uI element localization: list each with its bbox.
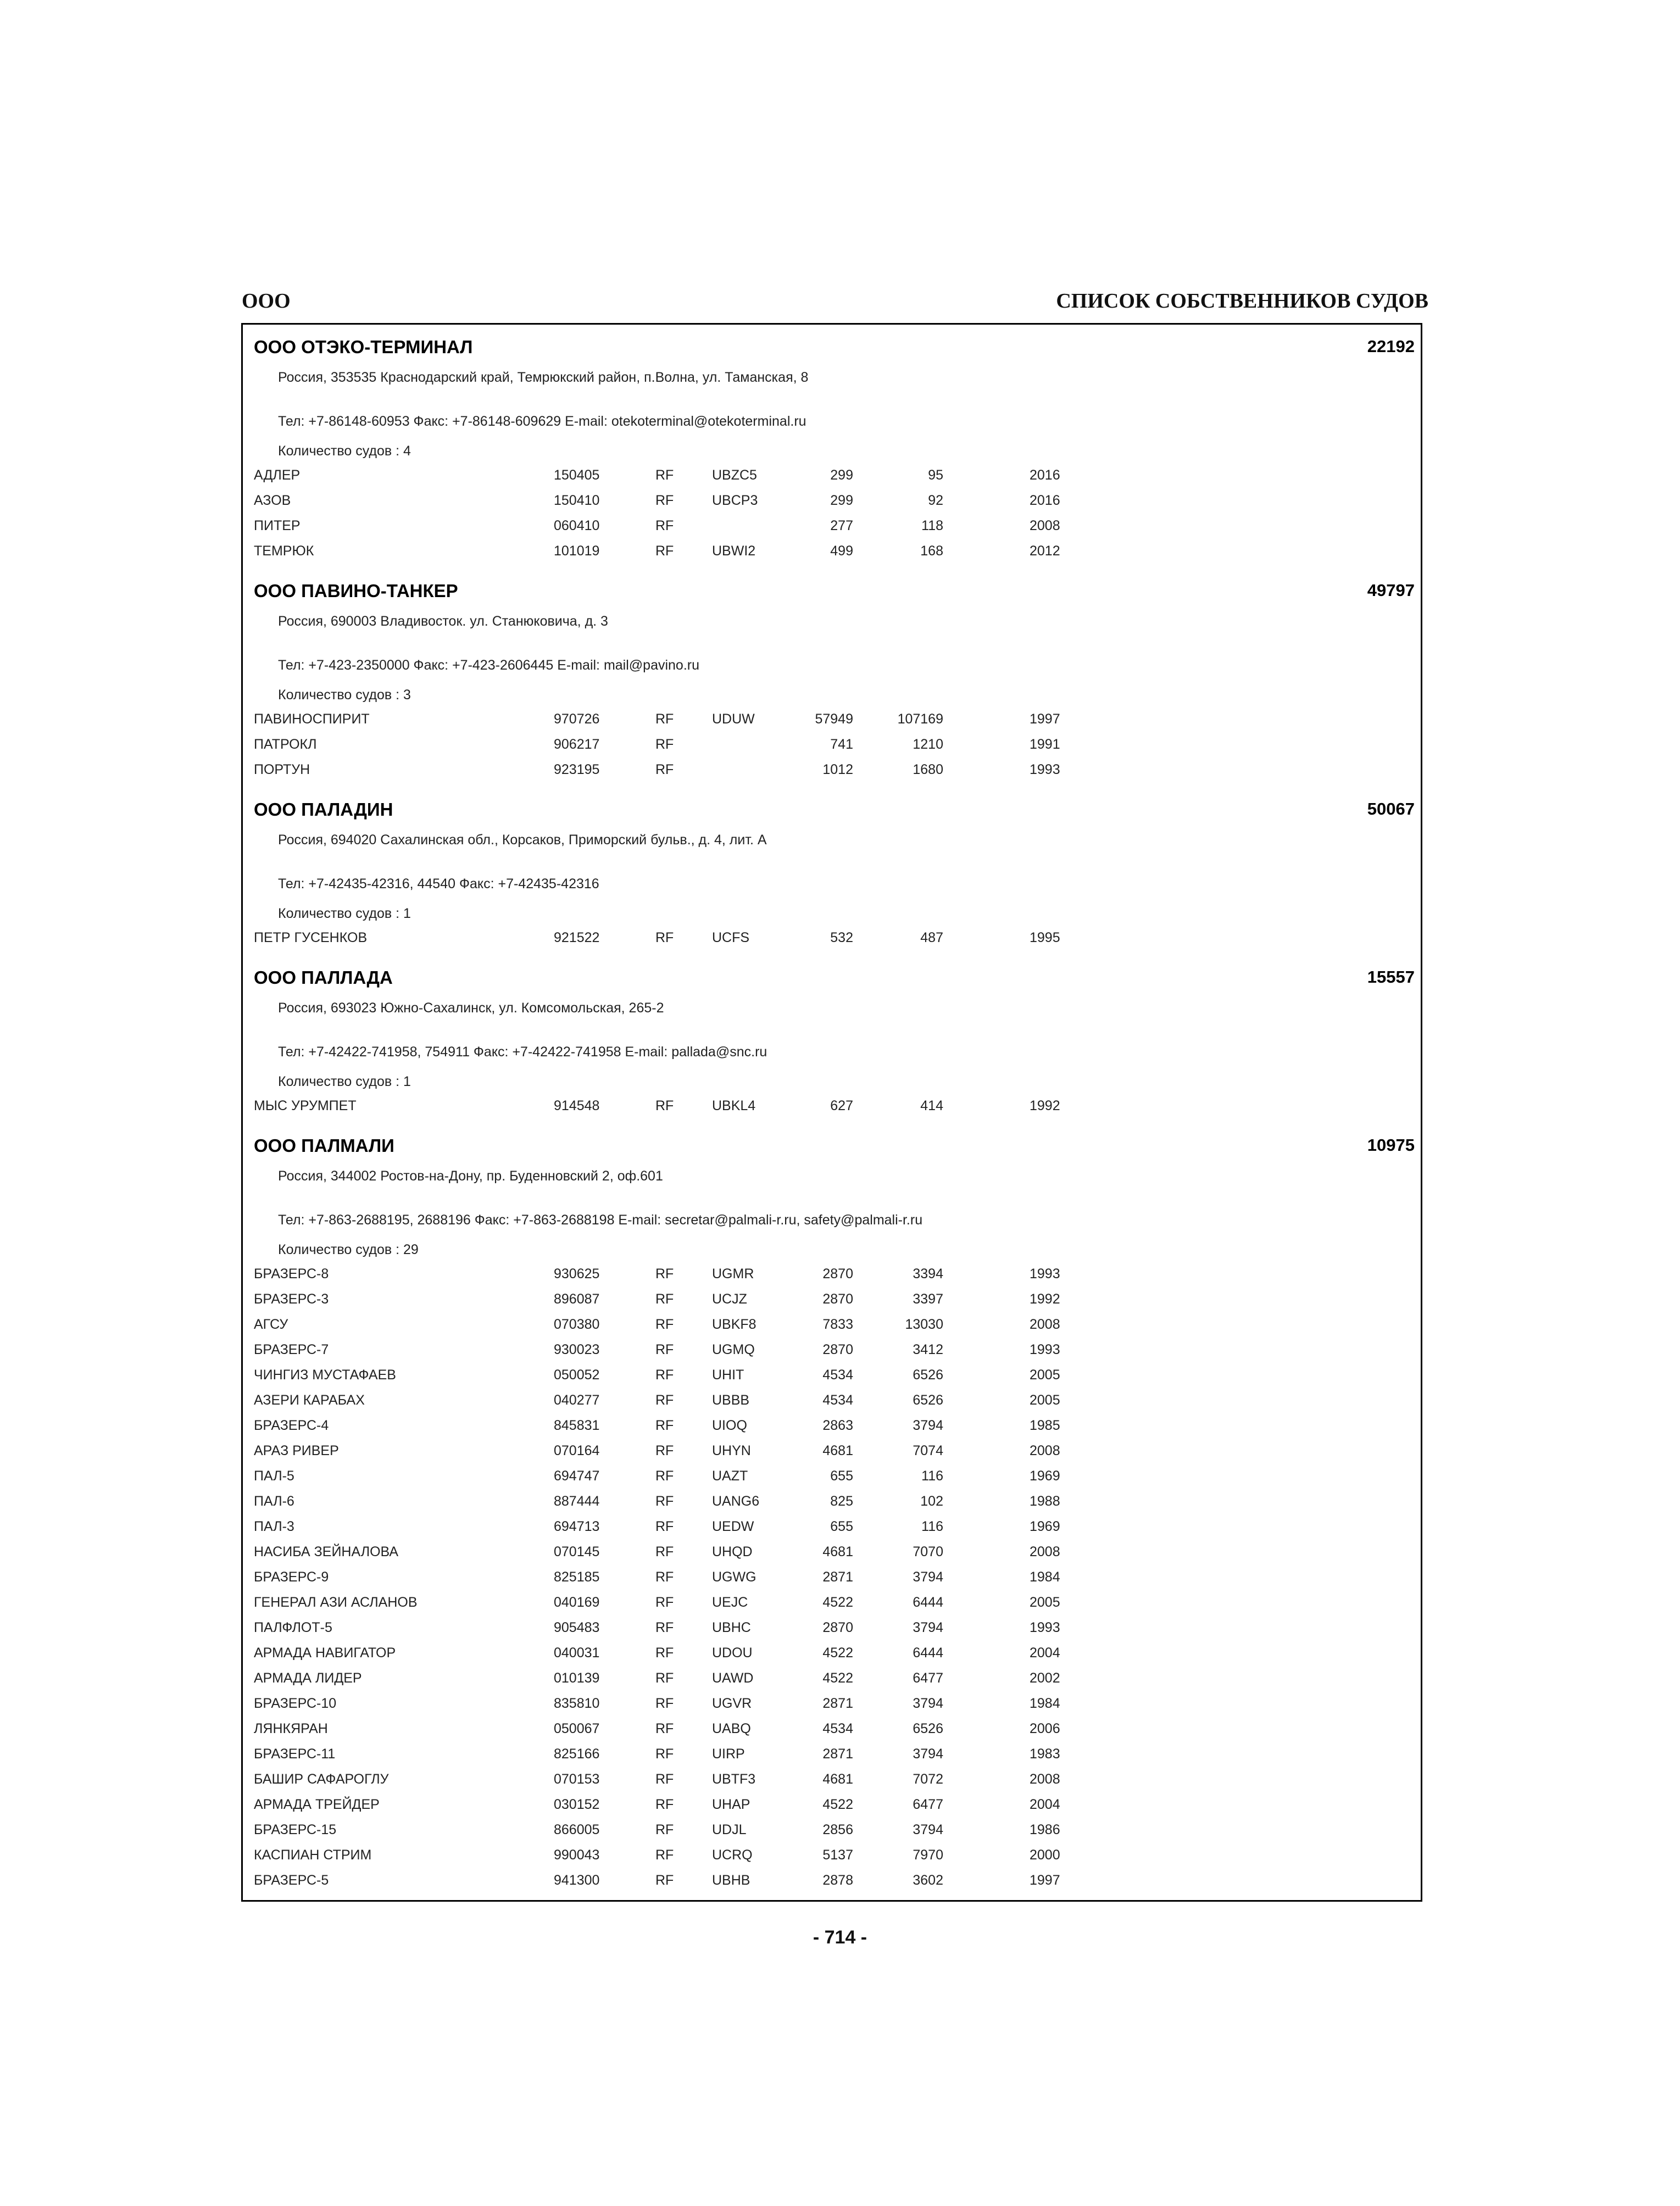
ship-deadweight: 7072	[913, 1772, 943, 1787]
ship-count: Количество судов : 3	[278, 687, 411, 703]
company-name: ООО ПАЛМАЛИ	[254, 1135, 394, 1156]
ship-gross-tonnage: 655	[830, 1468, 853, 1484]
ship-registry-number: 905483	[554, 1620, 600, 1635]
ship-gross-tonnage: 4534	[822, 1721, 853, 1736]
ship-deadweight: 6477	[913, 1670, 943, 1686]
ship-deadweight: 6444	[913, 1595, 943, 1610]
ship-deadweight: 3794	[913, 1696, 943, 1711]
ship-name: БРАЗЕРС-15	[254, 1822, 337, 1837]
ship-name: НАСИБА ЗЕЙНАЛОВА	[254, 1544, 399, 1559]
ship-gross-tonnage: 4522	[822, 1645, 853, 1661]
ship-name: АРМАДА ТРЕЙДЕР	[254, 1797, 380, 1812]
ship-build-year: 1969	[1030, 1519, 1060, 1534]
ship-call-sign: UDOU	[712, 1645, 753, 1661]
ship-registry-number: 150410	[554, 493, 600, 508]
ship-flag: RF	[655, 543, 674, 559]
table-row	[243, 543, 1421, 569]
ship-flag: RF	[655, 1418, 674, 1433]
ship-flag: RF	[655, 1494, 674, 1509]
table-row	[243, 1645, 1421, 1670]
ship-gross-tonnage: 299	[830, 467, 853, 483]
ship-gross-tonnage: 57949	[815, 711, 853, 727]
ship-build-year: 2002	[1030, 1670, 1060, 1686]
ship-build-year: 1983	[1030, 1746, 1060, 1762]
ship-call-sign: UAWD	[712, 1670, 754, 1686]
table-row	[243, 1291, 1421, 1317]
ship-registry-number: 030152	[554, 1797, 600, 1812]
ship-registry-number: 070145	[554, 1544, 600, 1559]
ship-deadweight: 414	[920, 1098, 943, 1113]
running-header-title: СПИСОК СОБСТВЕННИКОВ СУДОВ	[1056, 289, 1428, 313]
ship-deadweight: 3794	[913, 1418, 943, 1433]
table-row	[243, 467, 1421, 493]
ship-flag: RF	[655, 1847, 674, 1863]
ship-call-sign: UHYN	[712, 1443, 751, 1458]
ship-call-sign: UANG6	[712, 1494, 760, 1509]
ship-build-year: 2008	[1030, 1317, 1060, 1332]
ship-call-sign: UBCP3	[712, 493, 758, 508]
company-id: 50067	[1367, 799, 1415, 818]
ship-registry-number: 970726	[554, 711, 600, 727]
ship-build-year: 1995	[1030, 930, 1060, 945]
ship-registry-number: 070164	[554, 1443, 600, 1458]
ship-registry-number: 835810	[554, 1696, 600, 1711]
ship-name: БРАЗЕРС-11	[254, 1746, 336, 1762]
ship-gross-tonnage: 825	[830, 1494, 853, 1509]
table-row	[243, 1494, 1421, 1519]
ship-name: ЛЯНКЯРАН	[254, 1721, 328, 1736]
company-name: ООО ПАЛАДИН	[254, 799, 393, 820]
ship-name: АРМАДА НАВИГАТОР	[254, 1645, 396, 1661]
ship-name: ПАЛ-6	[254, 1494, 294, 1509]
ship-gross-tonnage: 741	[830, 737, 853, 752]
ship-count: Количество судов : 29	[278, 1242, 419, 1257]
ship-build-year: 2004	[1030, 1645, 1060, 1661]
company-id: 15557	[1367, 967, 1415, 987]
ship-gross-tonnage: 2870	[822, 1342, 853, 1357]
ship-build-year: 2008	[1030, 1772, 1060, 1787]
ship-gross-tonnage: 2871	[822, 1696, 853, 1711]
ship-call-sign: UABQ	[712, 1721, 751, 1736]
table-row	[243, 1873, 1421, 1898]
ship-build-year: 1993	[1030, 1620, 1060, 1635]
ship-registry-number: 040277	[554, 1392, 600, 1408]
ship-gross-tonnage: 2870	[822, 1291, 853, 1307]
ship-flag: RF	[655, 1468, 674, 1484]
ship-deadweight: 6477	[913, 1797, 943, 1812]
ship-flag: RF	[655, 1443, 674, 1458]
ship-deadweight: 6526	[913, 1392, 943, 1408]
ship-build-year: 1992	[1030, 1098, 1060, 1113]
ship-flag: RF	[655, 467, 674, 483]
table-row	[243, 1317, 1421, 1342]
ship-gross-tonnage: 2871	[822, 1746, 853, 1762]
ship-name: БРАЗЕРС-10	[254, 1696, 337, 1711]
ship-gross-tonnage: 499	[830, 543, 853, 559]
ship-deadweight: 3794	[913, 1822, 943, 1837]
ship-name: ПАЛ-3	[254, 1519, 294, 1534]
ship-flag: RF	[655, 493, 674, 508]
ship-deadweight: 6526	[913, 1721, 943, 1736]
ship-flag: RF	[655, 1544, 674, 1559]
company-contacts: Тел: +7-86148-60953 Факс: +7-86148-609629 E-mail: otekoterminal@otekoterminal.ru	[278, 414, 806, 429]
ship-flag: RF	[655, 1367, 674, 1383]
ship-name: БАШИР САФАРОГЛУ	[254, 1772, 389, 1787]
ship-build-year: 2008	[1030, 1544, 1060, 1559]
ship-gross-tonnage: 2878	[822, 1873, 853, 1888]
ship-call-sign: UCFS	[712, 930, 750, 945]
table-row	[243, 1098, 1421, 1123]
ship-name: БРАЗЕРС-5	[254, 1873, 329, 1888]
ship-deadweight: 116	[921, 1519, 943, 1534]
ship-gross-tonnage: 277	[830, 518, 853, 533]
ship-call-sign: UBHC	[712, 1620, 751, 1635]
ship-deadweight: 168	[920, 543, 943, 559]
ship-build-year: 1969	[1030, 1468, 1060, 1484]
page-number: - 714 -	[813, 1927, 867, 1948]
ship-call-sign: UIRP	[712, 1746, 745, 1762]
company-address: Россия, 344002 Ростов-на-Дону, пр. Буденновский 2, оф.601	[278, 1168, 663, 1184]
ship-name: АЗЕРИ КАРАБАХ	[254, 1392, 365, 1408]
ship-name: ПАЛФЛОТ-5	[254, 1620, 332, 1635]
ship-registry-number: 990043	[554, 1847, 600, 1863]
ship-registry-number: 050067	[554, 1721, 600, 1736]
table-row	[243, 762, 1421, 787]
ship-gross-tonnage: 4681	[822, 1443, 853, 1458]
ship-gross-tonnage: 2871	[822, 1569, 853, 1585]
ship-flag: RF	[655, 1696, 674, 1711]
ship-count: Количество судов : 1	[278, 1074, 411, 1089]
ship-deadweight: 7074	[913, 1443, 943, 1458]
ship-deadweight: 3412	[913, 1342, 943, 1357]
ship-flag: RF	[655, 1620, 674, 1635]
company-id: 10975	[1367, 1135, 1415, 1155]
company-address: Россия, 353535 Краснодарский край, Темрюкский район, п.Волна, ул. Таманская, 8	[278, 370, 809, 385]
ship-build-year: 1993	[1030, 1266, 1060, 1282]
company-address: Россия, 694020 Сахалинская обл., Корсаков, Приморский бульв., д. 4, лит. А	[278, 832, 767, 848]
ship-deadweight: 3794	[913, 1746, 943, 1762]
table-row	[243, 1746, 1421, 1772]
ship-name: ПОРТУН	[254, 762, 310, 777]
table-row	[243, 1620, 1421, 1645]
ship-call-sign: UBTF3	[712, 1772, 756, 1787]
ship-registry-number: 070153	[554, 1772, 600, 1787]
ship-gross-tonnage: 4522	[822, 1797, 853, 1812]
ship-flag: RF	[655, 1822, 674, 1837]
ship-gross-tonnage: 4534	[822, 1367, 853, 1383]
ship-flag: RF	[655, 930, 674, 945]
table-row	[243, 1696, 1421, 1721]
ship-registry-number: 914548	[554, 1098, 600, 1113]
ship-gross-tonnage: 4522	[822, 1595, 853, 1610]
running-header-left: ООО	[242, 289, 291, 313]
ship-build-year: 1984	[1030, 1696, 1060, 1711]
ship-build-year: 1997	[1030, 711, 1060, 727]
ship-gross-tonnage: 4534	[822, 1392, 853, 1408]
ship-call-sign: UHIT	[712, 1367, 744, 1383]
ship-flag: RF	[655, 1569, 674, 1585]
ship-call-sign: UIOQ	[712, 1418, 747, 1433]
ship-call-sign: UEDW	[712, 1519, 754, 1534]
ship-name: МЫС УРУМПЕТ	[254, 1098, 357, 1113]
ship-flag: RF	[655, 1721, 674, 1736]
table-row	[243, 1392, 1421, 1418]
table-row	[243, 518, 1421, 543]
ship-registry-number: 694713	[554, 1519, 600, 1534]
ship-deadweight: 3794	[913, 1620, 943, 1635]
ship-call-sign: UGMQ	[712, 1342, 755, 1357]
company-address: Россия, 690003 Владивосток. ул. Станюковича, д. 3	[278, 614, 608, 629]
table-row	[243, 1670, 1421, 1696]
ship-gross-tonnage: 1012	[822, 762, 853, 777]
ship-registry-number: 930625	[554, 1266, 600, 1282]
company-name: ООО ПАЛЛАДА	[254, 967, 393, 988]
ship-registry-number: 896087	[554, 1291, 600, 1307]
ship-deadweight: 3397	[913, 1291, 943, 1307]
ship-name: АРАЗ РИВЕР	[254, 1443, 339, 1458]
table-row	[243, 1418, 1421, 1443]
ship-registry-number: 845831	[554, 1418, 600, 1433]
ship-gross-tonnage: 2870	[822, 1266, 853, 1282]
ship-gross-tonnage: 627	[830, 1098, 853, 1113]
table-row	[243, 1847, 1421, 1873]
ship-name: БРАЗЕРС-9	[254, 1569, 329, 1585]
ship-deadweight: 487	[920, 930, 943, 945]
ship-gross-tonnage: 4681	[822, 1772, 853, 1787]
ship-build-year: 1986	[1030, 1822, 1060, 1837]
ship-deadweight: 7070	[913, 1544, 943, 1559]
ship-build-year: 2005	[1030, 1595, 1060, 1610]
ship-build-year: 2004	[1030, 1797, 1060, 1812]
ship-registry-number: 040031	[554, 1645, 600, 1661]
ship-name: АГСУ	[254, 1317, 288, 1332]
company-contacts: Тел: +7-42435-42316, 44540 Факс: +7-42435-42316	[278, 876, 599, 892]
ship-build-year: 2016	[1030, 493, 1060, 508]
ship-call-sign: UAZT	[712, 1468, 748, 1484]
ship-name: БРАЗЕРС-4	[254, 1418, 329, 1433]
ship-name: ПАТРОКЛ	[254, 737, 317, 752]
ship-name: ЧИНГИЗ МУСТАФАЕВ	[254, 1367, 396, 1383]
ship-call-sign: UHQD	[712, 1544, 753, 1559]
company-contacts: Тел: +7-42422-741958, 754911 Факс: +7-42422-741958 E-mail: pallada@snc.ru	[278, 1044, 767, 1060]
ship-gross-tonnage: 2856	[822, 1822, 853, 1837]
ship-call-sign: UGWG	[712, 1569, 756, 1585]
ship-deadweight: 1680	[913, 762, 943, 777]
ship-build-year: 2012	[1030, 543, 1060, 559]
ship-flag: RF	[655, 737, 674, 752]
ship-deadweight: 1210	[913, 737, 943, 752]
ship-deadweight: 6444	[913, 1645, 943, 1661]
ship-call-sign: UGMR	[712, 1266, 754, 1282]
ship-build-year: 1991	[1030, 737, 1060, 752]
ship-gross-tonnage: 532	[830, 930, 853, 945]
ship-deadweight: 6526	[913, 1367, 943, 1383]
ship-build-year: 2000	[1030, 1847, 1060, 1863]
ship-count: Количество судов : 4	[278, 443, 411, 459]
ship-registry-number: 050052	[554, 1367, 600, 1383]
ship-registry-number: 825185	[554, 1569, 600, 1585]
ship-deadweight: 118	[921, 518, 943, 533]
ship-name: БРАЗЕРС-7	[254, 1342, 329, 1357]
company-name: ООО ПАВИНО-ТАНКЕР	[254, 581, 458, 601]
ship-registry-number: 825166	[554, 1746, 600, 1762]
ship-gross-tonnage: 299	[830, 493, 853, 508]
ship-call-sign: UBBB	[712, 1392, 750, 1408]
ship-call-sign: UGVR	[712, 1696, 752, 1711]
ship-gross-tonnage: 2870	[822, 1620, 853, 1635]
ship-build-year: 1984	[1030, 1569, 1060, 1585]
ship-flag: RF	[655, 1772, 674, 1787]
ship-name: ГЕНЕРАЛ АЗИ АСЛАНОВ	[254, 1595, 418, 1610]
ship-build-year: 1997	[1030, 1873, 1060, 1888]
ship-registry-number: 906217	[554, 737, 600, 752]
ship-registry-number: 150405	[554, 467, 600, 483]
ship-gross-tonnage: 7833	[822, 1317, 853, 1332]
table-row	[243, 1266, 1421, 1291]
ship-gross-tonnage: 4522	[822, 1670, 853, 1686]
table-row	[243, 737, 1421, 762]
ship-flag: RF	[655, 518, 674, 533]
table-row	[243, 1797, 1421, 1822]
ship-call-sign: UBHB	[712, 1873, 750, 1888]
ship-registry-number: 941300	[554, 1873, 600, 1888]
ship-registry-number: 930023	[554, 1342, 600, 1357]
table-row	[243, 1367, 1421, 1392]
company-name: ООО ОТЭКО-ТЕРМИНАЛ	[254, 337, 473, 357]
ship-flag: RF	[655, 1291, 674, 1307]
ship-name: БРАЗЕРС-3	[254, 1291, 329, 1307]
table-row	[243, 711, 1421, 737]
ship-flag: RF	[655, 1873, 674, 1888]
ship-flag: RF	[655, 1098, 674, 1113]
table-row	[243, 1721, 1421, 1746]
ship-deadweight: 3394	[913, 1266, 943, 1282]
table-row	[243, 1342, 1421, 1367]
ship-registry-number: 921522	[554, 930, 600, 945]
ship-deadweight: 92	[928, 493, 943, 508]
ship-build-year: 1985	[1030, 1418, 1060, 1433]
ship-deadweight: 102	[920, 1494, 943, 1509]
ship-deadweight: 95	[928, 467, 943, 483]
company-address: Россия, 693023 Южно-Сахалинск, ул. Комсомольская, 265-2	[278, 1000, 664, 1016]
table-row	[243, 493, 1421, 518]
ship-flag: RF	[655, 762, 674, 777]
ship-name: АДЛЕР	[254, 467, 301, 483]
ship-build-year: 2005	[1030, 1367, 1060, 1383]
ship-build-year: 1993	[1030, 1342, 1060, 1357]
ship-build-year: 2005	[1030, 1392, 1060, 1408]
table-row	[243, 1569, 1421, 1595]
company-id: 49797	[1367, 581, 1415, 600]
ship-call-sign: UDUW	[712, 711, 755, 727]
ship-flag: RF	[655, 1670, 674, 1686]
ship-deadweight: 3794	[913, 1569, 943, 1585]
ship-build-year: 1992	[1030, 1291, 1060, 1307]
ship-name: ПАВИНОСПИРИТ	[254, 711, 370, 727]
ship-flag: RF	[655, 1266, 674, 1282]
ship-registry-number: 887444	[554, 1494, 600, 1509]
ship-flag: RF	[655, 1519, 674, 1534]
ship-count: Количество судов : 1	[278, 906, 411, 921]
table-row	[243, 1544, 1421, 1569]
ship-gross-tonnage: 655	[830, 1519, 853, 1534]
table-row	[243, 1595, 1421, 1620]
owners-list-frame	[241, 323, 1422, 1902]
ship-registry-number: 101019	[554, 543, 600, 559]
ship-name: АЗОВ	[254, 493, 291, 508]
ship-name: КАСПИАН СТРИМ	[254, 1847, 372, 1863]
ship-call-sign: UBKL4	[712, 1098, 756, 1113]
ship-build-year: 2008	[1030, 518, 1060, 533]
ship-name: ПЕТР ГУСЕНКОВ	[254, 930, 368, 945]
ship-deadweight: 3602	[913, 1873, 943, 1888]
ship-build-year: 2006	[1030, 1721, 1060, 1736]
ship-flag: RF	[655, 1645, 674, 1661]
ship-call-sign: UDJL	[712, 1822, 747, 1837]
ship-flag: RF	[655, 1392, 674, 1408]
ship-flag: RF	[655, 1746, 674, 1762]
ship-flag: RF	[655, 1595, 674, 1610]
ship-registry-number: 070380	[554, 1317, 600, 1332]
ship-gross-tonnage: 5137	[822, 1847, 853, 1863]
company-id: 22192	[1367, 337, 1415, 356]
ship-registry-number: 010139	[554, 1670, 600, 1686]
ship-name: ПИТЕР	[254, 518, 301, 533]
ship-deadweight: 7970	[913, 1847, 943, 1863]
ship-deadweight: 107169	[897, 711, 943, 727]
ship-call-sign: UCJZ	[712, 1291, 747, 1307]
ship-gross-tonnage: 4681	[822, 1544, 853, 1559]
ship-call-sign: UBZC5	[712, 467, 757, 483]
table-row	[243, 1468, 1421, 1494]
ship-call-sign: UCRQ	[712, 1847, 753, 1863]
table-row	[243, 930, 1421, 955]
table-row	[243, 1772, 1421, 1797]
ship-build-year: 1988	[1030, 1494, 1060, 1509]
ship-registry-number: 694747	[554, 1468, 600, 1484]
ship-name: ПАЛ-5	[254, 1468, 294, 1484]
ship-name: БРАЗЕРС-8	[254, 1266, 329, 1282]
table-row	[243, 1443, 1421, 1468]
ship-call-sign: UHAP	[712, 1797, 750, 1812]
company-contacts: Тел: +7-863-2688195, 2688196 Факс: +7-863-2688198 E-mail: secretar@palmali-r.ru, safety@palmali-r.ru	[278, 1212, 923, 1228]
ship-build-year: 2016	[1030, 467, 1060, 483]
table-row	[243, 1822, 1421, 1847]
ship-name: АРМАДА ЛИДЕР	[254, 1670, 362, 1686]
ship-registry-number: 866005	[554, 1822, 600, 1837]
ship-flag: RF	[655, 711, 674, 727]
ship-flag: RF	[655, 1797, 674, 1812]
ship-registry-number: 923195	[554, 762, 600, 777]
ship-gross-tonnage: 2863	[822, 1418, 853, 1433]
ship-registry-number: 040169	[554, 1595, 600, 1610]
table-row	[243, 1519, 1421, 1544]
ship-call-sign: UEJC	[712, 1595, 748, 1610]
ship-build-year: 1993	[1030, 762, 1060, 777]
ship-deadweight: 116	[921, 1468, 943, 1484]
ship-flag: RF	[655, 1317, 674, 1332]
ship-name: ТЕМРЮК	[254, 543, 314, 559]
ship-registry-number: 060410	[554, 518, 600, 533]
ship-call-sign: UBWI2	[712, 543, 756, 559]
ship-deadweight: 13030	[905, 1317, 943, 1332]
ship-flag: RF	[655, 1342, 674, 1357]
ship-build-year: 2008	[1030, 1443, 1060, 1458]
company-contacts: Тел: +7-423-2350000 Факс: +7-423-2606445 E-mail: mail@pavino.ru	[278, 658, 700, 673]
ship-call-sign: UBKF8	[712, 1317, 756, 1332]
